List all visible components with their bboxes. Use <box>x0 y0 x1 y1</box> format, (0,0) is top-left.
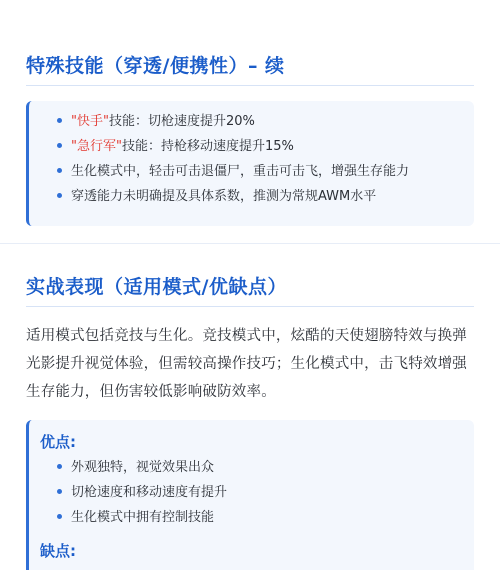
bullet-dot-icon <box>57 489 62 494</box>
list-item-text: 技能：切枪速度提升20% <box>108 114 255 129</box>
bullet-dot-icon <box>57 514 62 519</box>
list-item <box>57 114 255 130</box>
skill-name-highlight: "急行军" <box>71 139 122 154</box>
title-underline <box>26 85 474 86</box>
list-item-text: 穿透能力未明确提及具体系数，推测为常规AWM水平 <box>71 189 377 204</box>
skill-name-highlight: "快手" <box>71 114 109 129</box>
pros-cons-box <box>26 420 474 570</box>
section-title-performance: 实战表现（适用模式/优缺点） <box>26 276 287 298</box>
list-item <box>57 510 214 526</box>
section-divider <box>0 243 500 244</box>
list-item <box>57 189 376 205</box>
pros-heading: 优点: <box>40 433 76 451</box>
list-item <box>57 460 214 476</box>
performance-paragraph: 适用模式包括竞技与生化。竞技模式中，炫酷的天使翅膀特效与换弹光影提升视觉体验，但需较高操作技巧；生化模式中，击飞特效增强生存能力，但伤害较低影响破防效率。 <box>26 328 467 400</box>
list-item <box>57 139 294 155</box>
section-title-special-skills: 特殊技能（穿透/便携性）– 续 <box>26 55 285 77</box>
list-item-text: 技能：持枪移动速度提升15% <box>121 139 294 154</box>
skill-list-box <box>26 101 474 226</box>
bullet-dot-icon <box>57 168 62 173</box>
list-item <box>57 485 227 501</box>
list-item-text: 生化模式中拥有控制技能 <box>71 510 215 525</box>
bullet-dot-icon <box>57 118 62 123</box>
list-item-text: 生化模式中，轻击可击退僵尸，重击可击飞，增强生存能力 <box>71 164 410 179</box>
title-underline <box>26 306 474 307</box>
bullet-dot-icon <box>57 193 62 198</box>
bullet-dot-icon <box>57 143 62 148</box>
cons-heading: 缺点: <box>40 542 76 560</box>
bullet-dot-icon <box>57 464 62 469</box>
list-item-text: 切枪速度和移动速度有提升 <box>71 485 228 500</box>
list-item-text: 外观独特，视觉效果出众 <box>71 460 215 475</box>
list-item <box>57 164 409 180</box>
